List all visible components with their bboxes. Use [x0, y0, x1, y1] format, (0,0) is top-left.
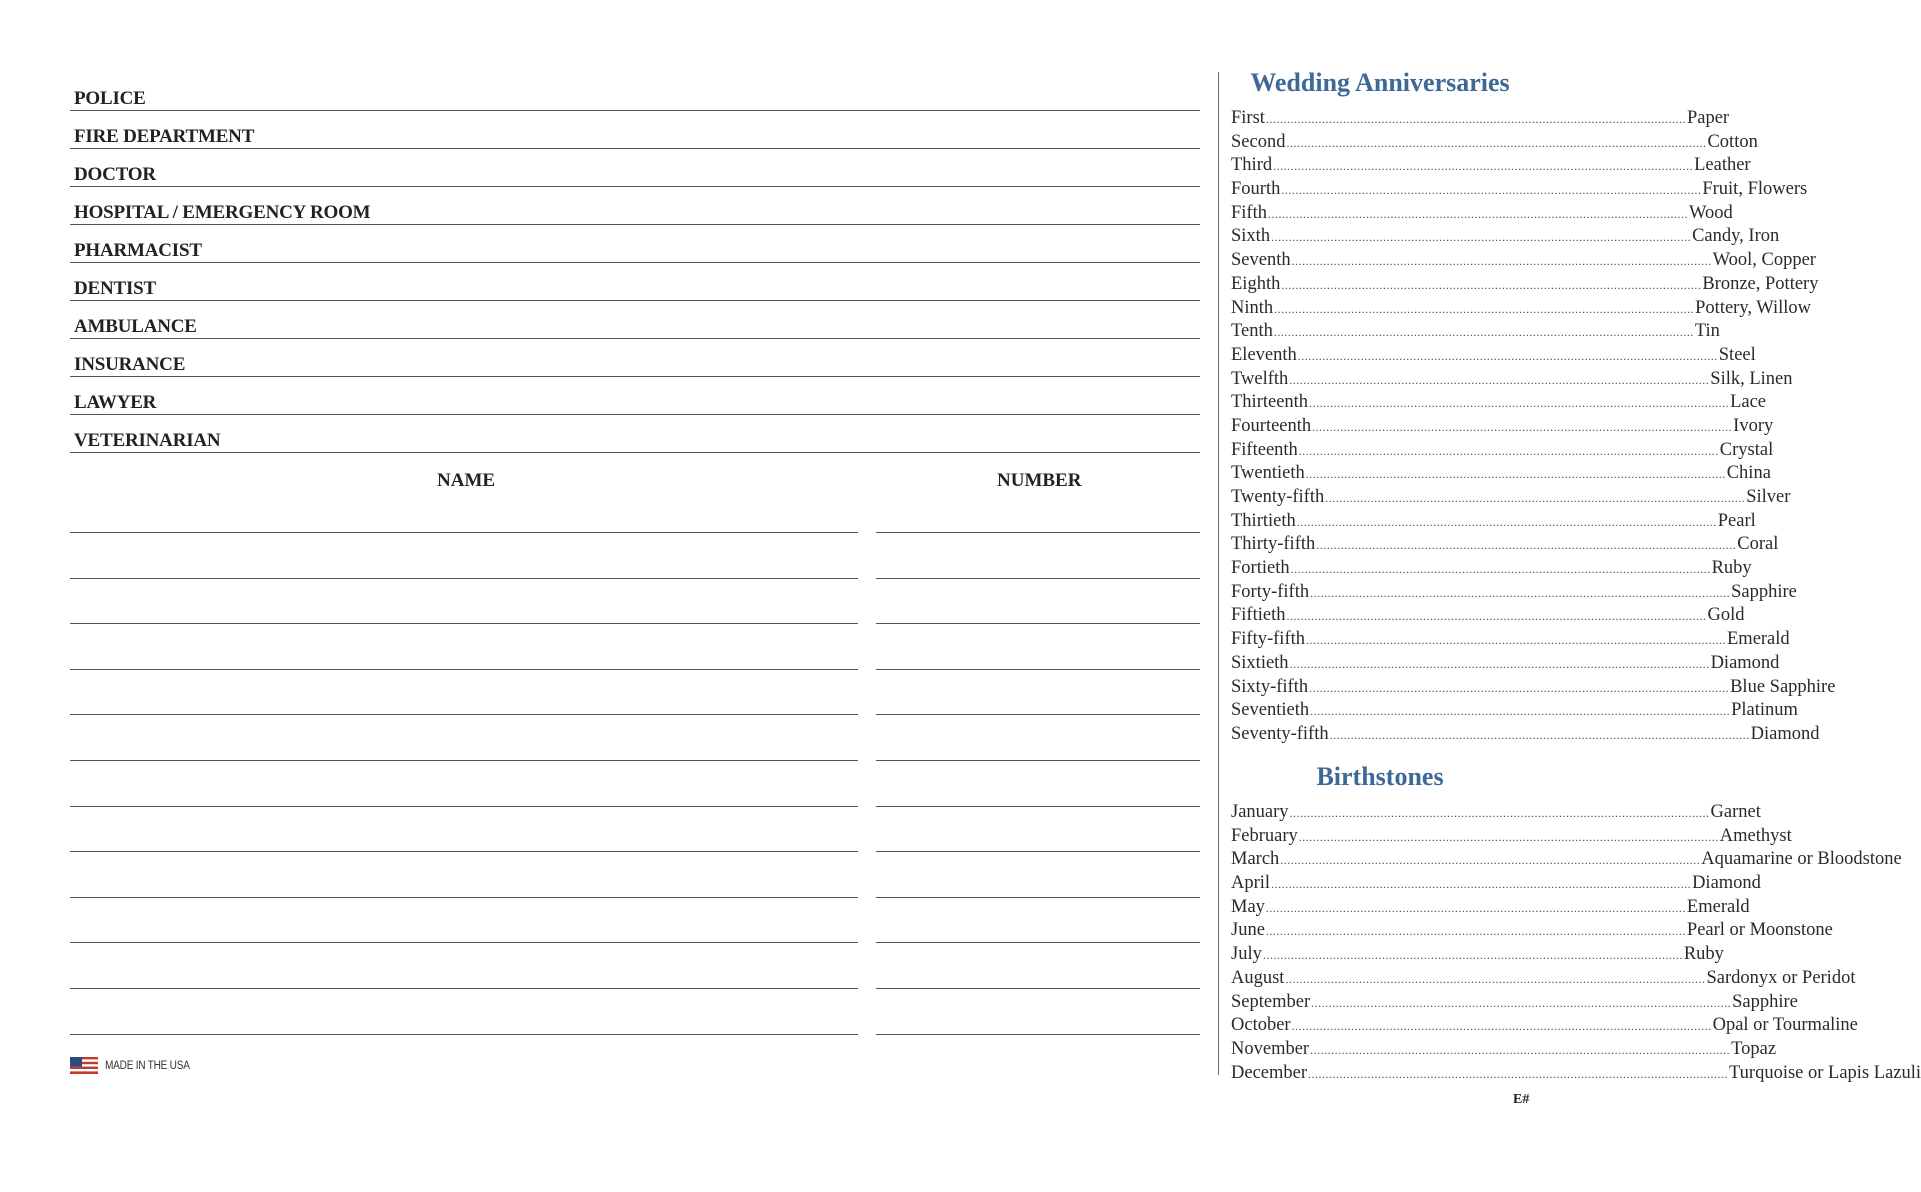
item-label: Sixtieth [1231, 652, 1289, 673]
item-value: Diamond [1710, 652, 1780, 673]
item-value: Leather [1694, 155, 1751, 176]
dot-leader: ........................................................................................................................ [1310, 704, 1731, 719]
dot-leader: ........................................................................................................................ [1308, 1066, 1729, 1081]
item-value: Sapphire [1732, 991, 1798, 1012]
item-label: Thirty-fifth [1231, 534, 1316, 555]
number-entry-line[interactable] [876, 760, 1200, 761]
item-value: Ruby [1711, 558, 1752, 579]
item-value: Lace [1730, 392, 1766, 413]
contact-label: FIRE DEPARTMENT [74, 126, 255, 147]
item-value: Diamond [1692, 873, 1761, 894]
contact-label: HOSPITAL / EMERGENCY ROOM [74, 202, 371, 223]
item-value: Pottery, Willow [1695, 297, 1812, 318]
item-label: Forty-fifth [1231, 581, 1310, 602]
item-label: Seventh [1231, 250, 1291, 271]
dot-leader: ........................................................................................................................ [1290, 562, 1711, 577]
list-item [1231, 849, 1902, 873]
dot-leader: ........................................................................................................................ [1306, 633, 1726, 648]
item-value: Turquoise or Lapis Lazuli [1729, 1062, 1921, 1083]
dot-leader: ........................................................................................................................ [1296, 514, 1717, 529]
list-item [1231, 873, 1761, 897]
list-item [1231, 463, 1771, 487]
item-value: Emerald [1727, 629, 1790, 650]
item-value: Steel [1718, 344, 1756, 365]
item-label: September [1231, 991, 1311, 1012]
list-item [1231, 368, 1793, 393]
contact-label: LAWYER [74, 392, 157, 413]
item-label: November [1231, 1038, 1310, 1059]
list-item [1231, 676, 1836, 701]
item-value: Blue Sapphire [1730, 676, 1836, 697]
birthstones-list [1231, 802, 1921, 1086]
made-in-usa-text: MADE IN THE USA [105, 1059, 190, 1072]
dot-leader: ........................................................................................................................ [1273, 325, 1694, 340]
item-label: Twelfth [1231, 368, 1289, 389]
dot-leader: ........................................................................................................................ [1291, 1019, 1712, 1034]
dot-leader: ........................................................................................................................ [1273, 159, 1694, 174]
dot-leader: ........................................................................................................................ [1262, 948, 1683, 963]
number-entry-line[interactable] [876, 623, 1200, 624]
number-entry-line[interactable] [876, 714, 1200, 715]
item-label: January [1231, 802, 1289, 822]
dot-leader: ........................................................................................................................ [1265, 112, 1686, 126]
column-divider [1218, 72, 1219, 1075]
dot-leader: ........................................................................................................................ [1309, 396, 1730, 411]
list-item [1231, 131, 1758, 156]
dot-leader: ........................................................................................................................ [1309, 680, 1730, 695]
list-item [1231, 487, 1791, 511]
wedding-anniversaries-title: Wedding Anniversaries [1250, 68, 1510, 97]
item-label: Twentieth [1231, 463, 1305, 484]
item-label: First [1231, 108, 1265, 128]
item-value: Tin [1694, 321, 1720, 342]
dot-leader: ........................................................................................................................ [1325, 491, 1746, 505]
dot-leader: ........................................................................................................................ [1297, 348, 1718, 363]
dot-leader: ........................................................................................................................ [1285, 971, 1706, 986]
list-item [1231, 581, 1797, 606]
item-value: Gold [1707, 605, 1745, 626]
number-entry-line[interactable] [876, 897, 1200, 898]
item-value: Sardonyx or Peridot [1706, 967, 1856, 988]
dot-leader: ........................................................................................................................ [1267, 206, 1688, 221]
contact-label: INSURANCE [74, 354, 186, 375]
contact-row[interactable] [70, 150, 1200, 187]
item-value: Silk, Linen [1710, 368, 1793, 389]
dot-leader: ........................................................................................................................ [1312, 419, 1733, 434]
dot-leader: ........................................................................................................................ [1274, 301, 1695, 316]
item-value: Pearl [1717, 510, 1756, 531]
contact-label: DENTIST [74, 278, 157, 299]
item-label: Thirtieth [1231, 510, 1296, 531]
list-item [1231, 991, 1798, 1016]
contact-label: DOCTOR [74, 164, 156, 185]
contact-row[interactable] [70, 74, 1200, 111]
name-entry-line[interactable] [70, 942, 858, 943]
list-item [1231, 1015, 1858, 1039]
item-value: Emerald [1686, 896, 1750, 917]
dot-leader: ........................................................................................................................ [1271, 230, 1692, 245]
item-label: Fifteenth [1231, 439, 1298, 460]
contact-label: PHARMACIST [74, 240, 202, 261]
dot-leader: ........................................................................................................................ [1289, 372, 1710, 387]
item-value: Amethyst [1719, 825, 1792, 846]
item-label: Sixth [1231, 226, 1271, 247]
wedding-anniversaries-list [1231, 108, 1836, 748]
item-value: Fruit, Flowers [1702, 179, 1808, 200]
list-item [1231, 825, 1792, 850]
contact-label: POLICE [74, 88, 146, 109]
list-item [1231, 179, 1808, 203]
dot-leader: ........................................................................................................................ [1289, 656, 1710, 671]
item-value: Silver [1746, 487, 1791, 507]
item-label: Twenty-fifth [1231, 487, 1325, 507]
name-entry-line[interactable] [70, 806, 858, 807]
item-label: June [1231, 920, 1265, 941]
contact-label: AMBULANCE [74, 316, 197, 337]
contact-row[interactable] [70, 112, 1200, 149]
name-entry-line[interactable] [70, 851, 858, 852]
item-value: Ivory [1733, 415, 1774, 436]
number-entry-line[interactable] [876, 988, 1200, 989]
list-item [1231, 415, 1774, 440]
item-value: Opal or Tourmaline [1712, 1015, 1858, 1036]
item-label: February [1231, 825, 1298, 846]
contact-row[interactable] [70, 378, 1200, 415]
name-column-header: NAME [437, 470, 496, 491]
list-item [1231, 344, 1756, 369]
item-label: Seventy-fifth [1231, 723, 1329, 744]
list-item [1231, 510, 1756, 535]
item-value: China [1726, 463, 1771, 484]
item-label: Third [1231, 155, 1273, 176]
number-entry-line[interactable] [876, 669, 1200, 670]
list-item [1231, 108, 1730, 132]
list-item [1231, 558, 1752, 582]
contact-row[interactable] [70, 416, 1200, 453]
contact-row[interactable] [70, 264, 1200, 301]
dot-leader: ........................................................................................................................ [1311, 995, 1732, 1010]
dot-leader: ........................................................................................................................ [1286, 609, 1707, 624]
item-label: Ninth [1231, 297, 1274, 318]
item-label: Fifty-fifth [1231, 629, 1305, 650]
contact-row[interactable] [70, 226, 1200, 263]
contact-row[interactable] [70, 188, 1200, 225]
name-entry-line[interactable] [70, 669, 858, 670]
list-item [1231, 944, 1724, 968]
item-label: October [1231, 1015, 1291, 1036]
made-in-usa [70, 1057, 201, 1074]
name-entry-line[interactable] [70, 623, 858, 624]
item-label: Fourth [1231, 179, 1281, 200]
list-item [1231, 321, 1720, 345]
us-flag-icon [70, 1057, 98, 1074]
item-label: April [1231, 873, 1271, 894]
item-value: Diamond [1750, 723, 1820, 744]
item-value: Topaz [1731, 1038, 1777, 1059]
dot-leader: ........................................................................................................................ [1316, 538, 1737, 553]
number-entry-line[interactable] [876, 806, 1200, 807]
list-item [1231, 439, 1774, 464]
item-label: Thirteenth [1231, 392, 1309, 413]
page-code: E# [1513, 1092, 1530, 1107]
item-label: Second [1231, 131, 1286, 152]
item-label: December [1231, 1062, 1308, 1083]
list-item [1231, 652, 1780, 677]
list-item [1231, 297, 1812, 322]
dot-leader: ........................................................................................................................ [1289, 806, 1710, 820]
item-value: Cotton [1707, 131, 1758, 152]
name-entry-line[interactable] [70, 988, 858, 989]
item-label: Eighth [1231, 273, 1281, 294]
item-value: Pearl or Moonstone [1686, 920, 1833, 941]
list-item [1231, 723, 1820, 748]
dot-leader: ........................................................................................................................ [1280, 853, 1701, 868]
list-item [1231, 392, 1766, 416]
dot-leader: ........................................................................................................................ [1310, 1042, 1731, 1057]
contact-row[interactable] [70, 340, 1200, 377]
dot-leader: ........................................................................................................................ [1265, 924, 1686, 939]
list-item [1231, 226, 1780, 250]
list-item [1231, 700, 1798, 724]
number-entry-line[interactable] [876, 942, 1200, 943]
item-label: July [1231, 944, 1262, 965]
item-label: August [1231, 967, 1285, 988]
contact-row[interactable] [70, 302, 1200, 339]
list-item [1231, 896, 1750, 921]
list-item [1231, 155, 1751, 179]
item-label: March [1231, 849, 1280, 870]
dot-leader: ........................................................................................................................ [1329, 727, 1750, 742]
list-item [1231, 250, 1816, 274]
item-label: May [1231, 896, 1265, 917]
item-label: Fifth [1231, 202, 1267, 223]
name-entry-line[interactable] [70, 532, 858, 533]
list-item [1231, 534, 1779, 558]
dot-leader: ........................................................................................................................ [1298, 829, 1719, 844]
list-item [1231, 1062, 1921, 1087]
item-value: Garnet [1710, 802, 1761, 822]
item-label: Fiftieth [1231, 605, 1286, 626]
item-label: Sixty-fifth [1231, 676, 1309, 697]
item-label: Tenth [1231, 321, 1273, 342]
dot-leader: ........................................................................................................................ [1281, 183, 1702, 198]
list-item [1231, 802, 1761, 826]
list-item [1231, 1038, 1777, 1063]
item-value: Candy, Iron [1692, 226, 1780, 247]
number-entry-line[interactable] [876, 1034, 1200, 1035]
name-entry-line[interactable] [70, 760, 858, 761]
item-label: Fortieth [1231, 558, 1290, 579]
list-item [1231, 967, 1856, 992]
number-entry-line[interactable] [876, 851, 1200, 852]
list-item [1231, 920, 1833, 944]
item-value: Platinum [1731, 700, 1798, 721]
item-label: Eleventh [1231, 344, 1297, 365]
dot-leader: ........................................................................................................................ [1310, 585, 1731, 600]
item-value: Wool, Copper [1712, 250, 1816, 271]
contact-label: VETERINARIAN [74, 430, 221, 451]
dot-leader: ........................................................................................................................ [1271, 877, 1692, 892]
item-value: Aquamarine or Bloodstone [1701, 849, 1902, 870]
name-entry-line[interactable] [70, 897, 858, 898]
item-value: Wood [1688, 202, 1733, 223]
number-entry-line[interactable] [876, 578, 1200, 579]
name-entry-line[interactable] [70, 578, 858, 579]
item-label: Seventieth [1231, 700, 1310, 721]
item-value: Sapphire [1731, 581, 1797, 602]
number-column-header: NUMBER [997, 470, 1082, 491]
item-value: Ruby [1683, 944, 1724, 965]
item-value: Paper [1686, 108, 1730, 128]
item-value: Bronze, Pottery [1702, 273, 1819, 294]
name-entry-line[interactable] [70, 714, 858, 715]
birthstones-title: Birthstones [1316, 762, 1444, 791]
dot-leader: ........................................................................................................................ [1298, 443, 1719, 458]
item-value: Crystal [1719, 439, 1774, 460]
list-item [1231, 629, 1790, 653]
dot-leader: ........................................................................................................................ [1281, 277, 1702, 292]
list-item [1231, 273, 1819, 298]
number-entry-line[interactable] [876, 532, 1200, 533]
list-item [1231, 202, 1733, 227]
dot-leader: ........................................................................................................................ [1265, 900, 1686, 915]
item-value: Coral [1737, 534, 1779, 555]
dot-leader: ........................................................................................................................ [1286, 135, 1707, 150]
dot-leader: ........................................................................................................................ [1305, 467, 1726, 482]
name-entry-line[interactable] [70, 1034, 858, 1035]
dot-leader: ........................................................................................................................ [1291, 254, 1712, 269]
item-label: Fourteenth [1231, 415, 1312, 436]
list-item [1231, 605, 1745, 629]
